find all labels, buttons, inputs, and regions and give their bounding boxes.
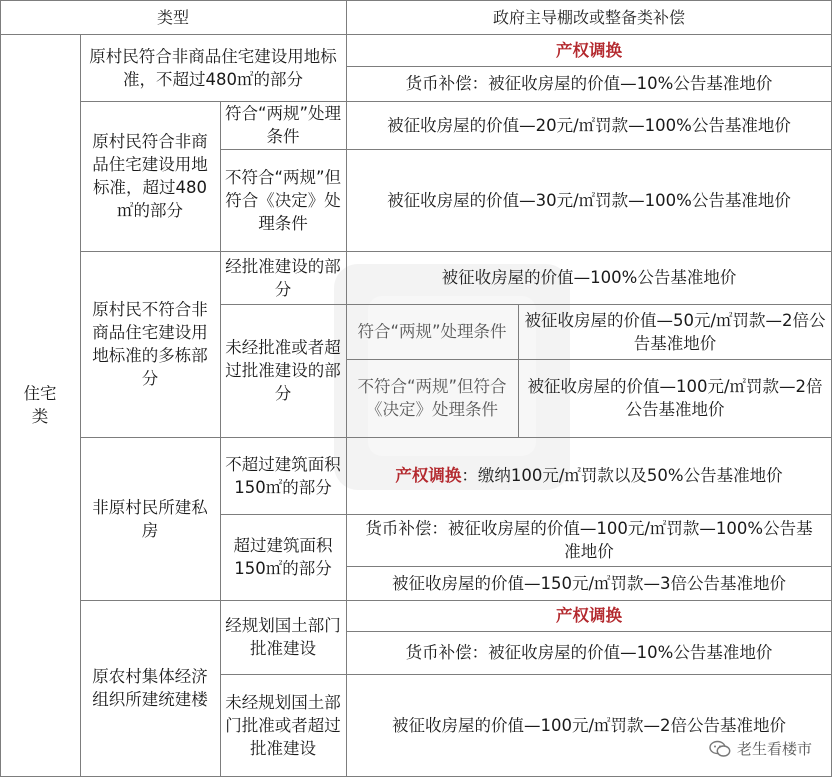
main-category: 住宅类 bbox=[23, 384, 57, 426]
s3-sub1: 经批准建设的部分 bbox=[225, 256, 341, 299]
grid-line bbox=[346, 359, 832, 360]
grid-line bbox=[220, 514, 832, 515]
grid-line bbox=[220, 674, 832, 675]
s2-sub1: 符合“两规”处理条件 bbox=[224, 104, 342, 146]
s4-sub2-comp2: 被征收房屋的价值—150元/㎡罚款—3倍公告基准地价 bbox=[391, 573, 787, 593]
grid-line bbox=[80, 101, 832, 102]
s2-sub2: 不符合“两规”但符合《决定》处理条件 bbox=[224, 167, 342, 233]
s2-sub1-comp: 被征收房屋的价值—20元/㎡罚款—100%公告基准地价 bbox=[387, 115, 791, 135]
grid-line bbox=[0, 776, 832, 777]
s4-sub1-comp-text: ：缴纳100元/㎡罚款以及50%公告基准地价 bbox=[461, 466, 783, 485]
grid-line bbox=[346, 0, 347, 777]
grid-line bbox=[346, 631, 832, 632]
s4-sub1-comp bbox=[346, 437, 832, 514]
header-compensation: 政府主导棚改或整备类补偿 bbox=[492, 7, 685, 27]
grid-line bbox=[80, 600, 832, 601]
grid-line bbox=[80, 437, 832, 438]
grid-line bbox=[80, 34, 81, 776]
s3-sub2b-comp: 被征收房屋的价值—100元/㎡罚款—2倍公告基准地价 bbox=[527, 377, 823, 419]
header-type: 类型 bbox=[156, 7, 189, 27]
s5-type: 原农村集体经济组织所建统建楼 bbox=[92, 667, 208, 709]
wechat-icon bbox=[709, 740, 731, 758]
grid-line bbox=[518, 304, 519, 437]
grid-line bbox=[220, 149, 832, 150]
s1-property-swap: 产权调换 bbox=[556, 40, 622, 60]
s3-sub1-comp: 被征收房屋的价值—100%公告基准地价 bbox=[441, 268, 737, 287]
s3-sub2b: 不符合“两规”但符合《决定》处理条件 bbox=[357, 377, 507, 419]
s3-sub2a-comp: 被征收房屋的价值—50元/㎡罚款—2倍公告基准地价 bbox=[524, 310, 826, 353]
grid-line bbox=[0, 0, 832, 1]
s1-type: 原村民符合非商品住宅建设用地标准，不超过480㎡的部分 bbox=[89, 46, 337, 89]
s5-monetary: 货币补偿：被征收房屋的价值—10%公告基准地价 bbox=[405, 643, 773, 662]
s5-sub2: 未经规划国土部门批准或者超过批准建设 bbox=[225, 692, 341, 758]
s4-sub1: 不超过建筑面积150㎡的部分 bbox=[225, 454, 341, 497]
s1-monetary: 货币补偿：被征收房屋的价值—10%公告基准地价 bbox=[405, 74, 773, 93]
s4-type: 非原村民所建私房 bbox=[92, 497, 208, 540]
grid-line bbox=[346, 66, 832, 67]
grid-line bbox=[220, 304, 832, 305]
s2-sub2-comp: 被征收房屋的价值—30元/㎡罚款—100%公告基准地价 bbox=[387, 190, 791, 210]
s4-property-swap-label: 产权调换 bbox=[395, 466, 462, 485]
s2-type: 原村民符合非商品住宅建设用地标准，超过480㎡的部分 bbox=[92, 132, 208, 220]
grid-line bbox=[0, 34, 832, 35]
s3-sub2a: 符合“两规”处理条件 bbox=[357, 322, 507, 341]
account-watermark bbox=[707, 738, 814, 759]
s5-sub1: 经规划国土部门批准建设 bbox=[225, 616, 341, 658]
grid-line bbox=[80, 251, 832, 252]
s3-type: 原村民不符合非商品住宅建设用地标准的多栋部分 bbox=[92, 300, 208, 388]
s5-sub2-comp: 被征收房屋的价值—100元/㎡罚款—2倍公告基准地价 bbox=[391, 715, 787, 735]
s4-sub2-comp1: 货币补偿：被征收房屋的价值—100元/㎡罚款—100%公告基准地价 bbox=[365, 519, 813, 561]
grid-line bbox=[346, 566, 832, 567]
s5-property-swap: 产权调换 bbox=[556, 606, 622, 625]
grid-line bbox=[0, 0, 1, 777]
s3-sub2: 未经批准或者超过批准建设的部分 bbox=[225, 338, 341, 403]
s4-sub2: 超过建筑面积150㎡的部分 bbox=[233, 536, 333, 578]
account-name: 老生看楼市 bbox=[736, 740, 812, 758]
grid-line bbox=[220, 101, 221, 776]
